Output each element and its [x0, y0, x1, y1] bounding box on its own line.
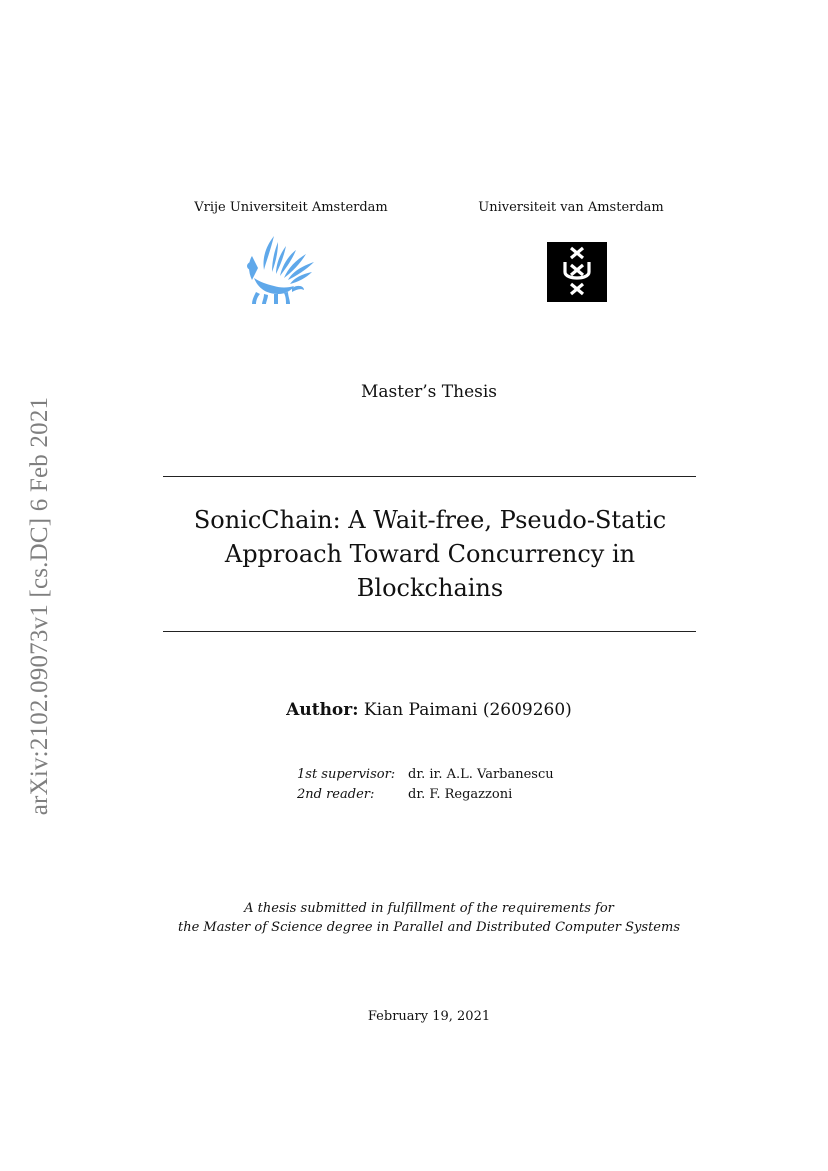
supervisor-row — [297, 765, 554, 785]
title-line: SonicChain: A Wait-free, Pseudo-Static — [193, 506, 667, 534]
supervisor-list — [297, 765, 554, 805]
author-label: Author: — [286, 700, 359, 720]
supervisor-role: 2nd reader: — [297, 787, 375, 802]
university-name-uva: Universiteit van Amsterdam — [478, 200, 664, 215]
thesis-type: Master’s Thesis — [360, 382, 498, 402]
supervisor-row — [297, 785, 554, 805]
supervisor-name: dr. F. Regazzoni — [408, 787, 513, 802]
griffin-logo-icon — [244, 232, 320, 308]
supervisor-role: 1st supervisor: — [297, 767, 396, 782]
author-line — [0, 700, 828, 720]
submission-line: the Master of Science degree in Parallel and Distributed Computer Systems — [177, 920, 680, 935]
university-name-vu: Vrije Universiteit Amsterdam — [194, 200, 388, 215]
submission-statement — [0, 899, 828, 937]
title-line: Approach Toward Concurrency in — [224, 540, 636, 568]
author-name: Kian Paimani (2609260) — [363, 700, 572, 720]
thesis-title — [150, 503, 710, 605]
thesis-date: February 19, 2021 — [367, 1009, 491, 1024]
title-rule-bottom — [163, 631, 696, 632]
crosses-logo-icon — [547, 242, 607, 302]
title-line: Blockchains — [356, 574, 504, 602]
arxiv-stamp: arXiv:2102.09073v1 [cs.DC] 6 Feb 2021 — [26, 396, 53, 816]
title-rule-top — [163, 476, 696, 477]
supervisor-name: dr. ir. A.L. Varbanescu — [408, 767, 554, 782]
submission-line: A thesis submitted in fulfillment of the requirements for — [244, 901, 614, 916]
